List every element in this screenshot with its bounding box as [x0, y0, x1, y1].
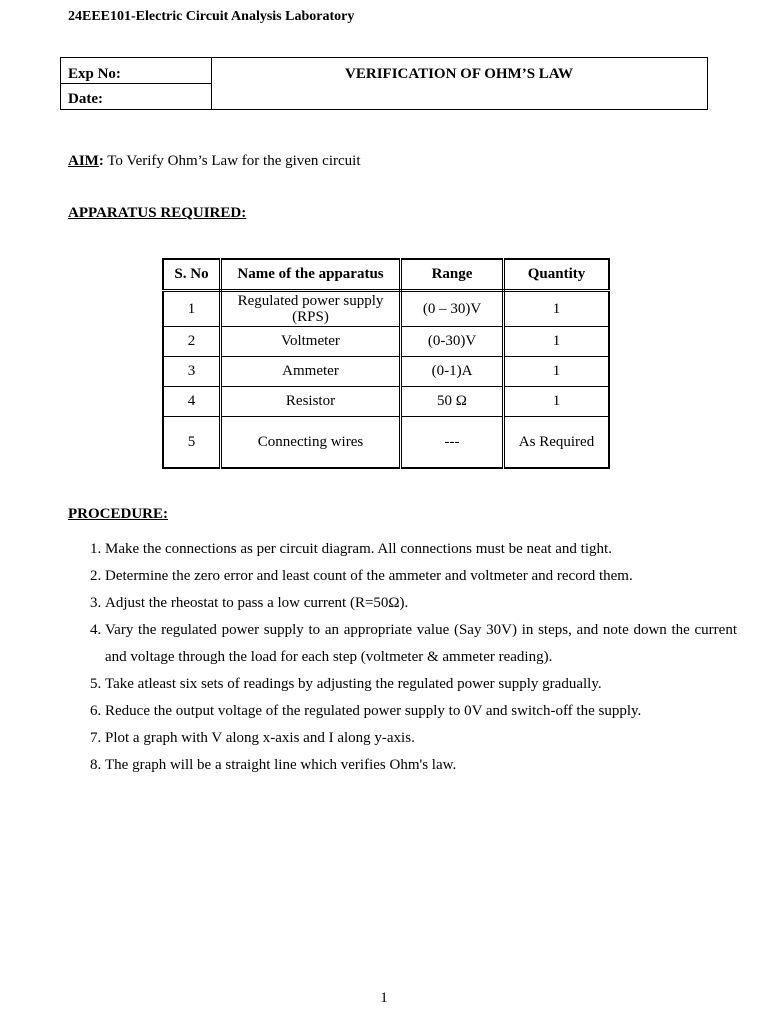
- procedure-heading: PROCEDURE:: [68, 506, 168, 522]
- cell-name: Ammeter: [221, 357, 401, 387]
- aim-text: To Verify Ohm’s Law for the given circuit: [103, 153, 361, 169]
- cell-sno: 3: [163, 357, 221, 387]
- cell-quantity: 1: [504, 357, 610, 387]
- cell-sno: 4: [163, 387, 221, 417]
- procedure-step: 8. The graph will be a straight line which verifies Ohm's law.: [105, 752, 737, 779]
- cell-range: (0-30)V: [401, 327, 504, 357]
- aim-line: [68, 153, 361, 170]
- cell-range: (0 – 30)V: [401, 291, 504, 327]
- course-title: 24EEE101-Electric Circuit Analysis Laboratory: [68, 9, 355, 24]
- column-header-sno: S. No: [163, 259, 221, 291]
- procedure-step: 6. Reduce the output voltage of the regulated power supply to 0V and switch-off the supply.: [105, 698, 737, 725]
- procedure-step: 4. Vary the regulated power supply to an appropriate value (Say 30V) in steps, and note down the current and voltage through the load for each step (voltmeter & ammeter reading).: [105, 617, 737, 671]
- cell-range: 50 Ω: [401, 387, 504, 417]
- table-row: [163, 327, 609, 357]
- aim-colon: :: [98, 153, 104, 169]
- experiment-header-table: [60, 57, 708, 110]
- cell-range: (0-1)A: [401, 357, 504, 387]
- procedure-step: 2. Determine the zero error and least count of the ammeter and voltmeter and record them.: [105, 563, 737, 590]
- cell-quantity: 1: [504, 291, 610, 327]
- column-header-name: Name of the apparatus: [221, 259, 401, 291]
- aim-label-text: AIM: [68, 153, 99, 169]
- column-header-range: Range: [401, 259, 504, 291]
- exp-no-label: Exp No:: [61, 58, 211, 84]
- cell-quantity: 1: [504, 387, 610, 417]
- table-row: [163, 387, 609, 417]
- procedure-list: [68, 536, 737, 779]
- cell-sno: 5: [163, 417, 221, 469]
- apparatus-table: [162, 258, 610, 469]
- table-row: [163, 291, 609, 327]
- procedure-step: 1. Make the connections as per circuit diagram. All connections must be neat and tight.: [105, 536, 737, 563]
- procedure-step: 5. Take atleast six sets of readings by adjusting the regulated power supply gradually.: [105, 671, 737, 698]
- cell-quantity: 1: [504, 327, 610, 357]
- cell-sno: 1: [163, 291, 221, 327]
- aim-label: [68, 153, 104, 169]
- cell-range: ---: [401, 417, 504, 469]
- cell-name: Connecting wires: [221, 417, 401, 469]
- cell-quantity: As Required: [504, 417, 610, 469]
- table-row: [163, 357, 609, 387]
- table-header-row: [163, 259, 609, 291]
- procedure-step: 7. Plot a graph with V along x-axis and I along y-axis.: [105, 725, 737, 752]
- table-row: [163, 417, 609, 469]
- cell-sno: 2: [163, 327, 221, 357]
- cell-name: Regulated power supply (RPS): [221, 291, 401, 327]
- cell-name: Resistor: [221, 387, 401, 417]
- page-number: 1: [380, 990, 388, 1006]
- column-header-quantity: Quantity: [504, 259, 610, 291]
- procedure-step: 3. Adjust the rheostat to pass a low current (R=50Ω).: [105, 590, 737, 617]
- cell-name: Voltmeter: [221, 327, 401, 357]
- apparatus-heading: APPARATUS REQUIRED:: [68, 205, 247, 221]
- date-label: Date:: [68, 91, 103, 107]
- experiment-title: VERIFICATION OF OHM’S LAW: [345, 66, 573, 82]
